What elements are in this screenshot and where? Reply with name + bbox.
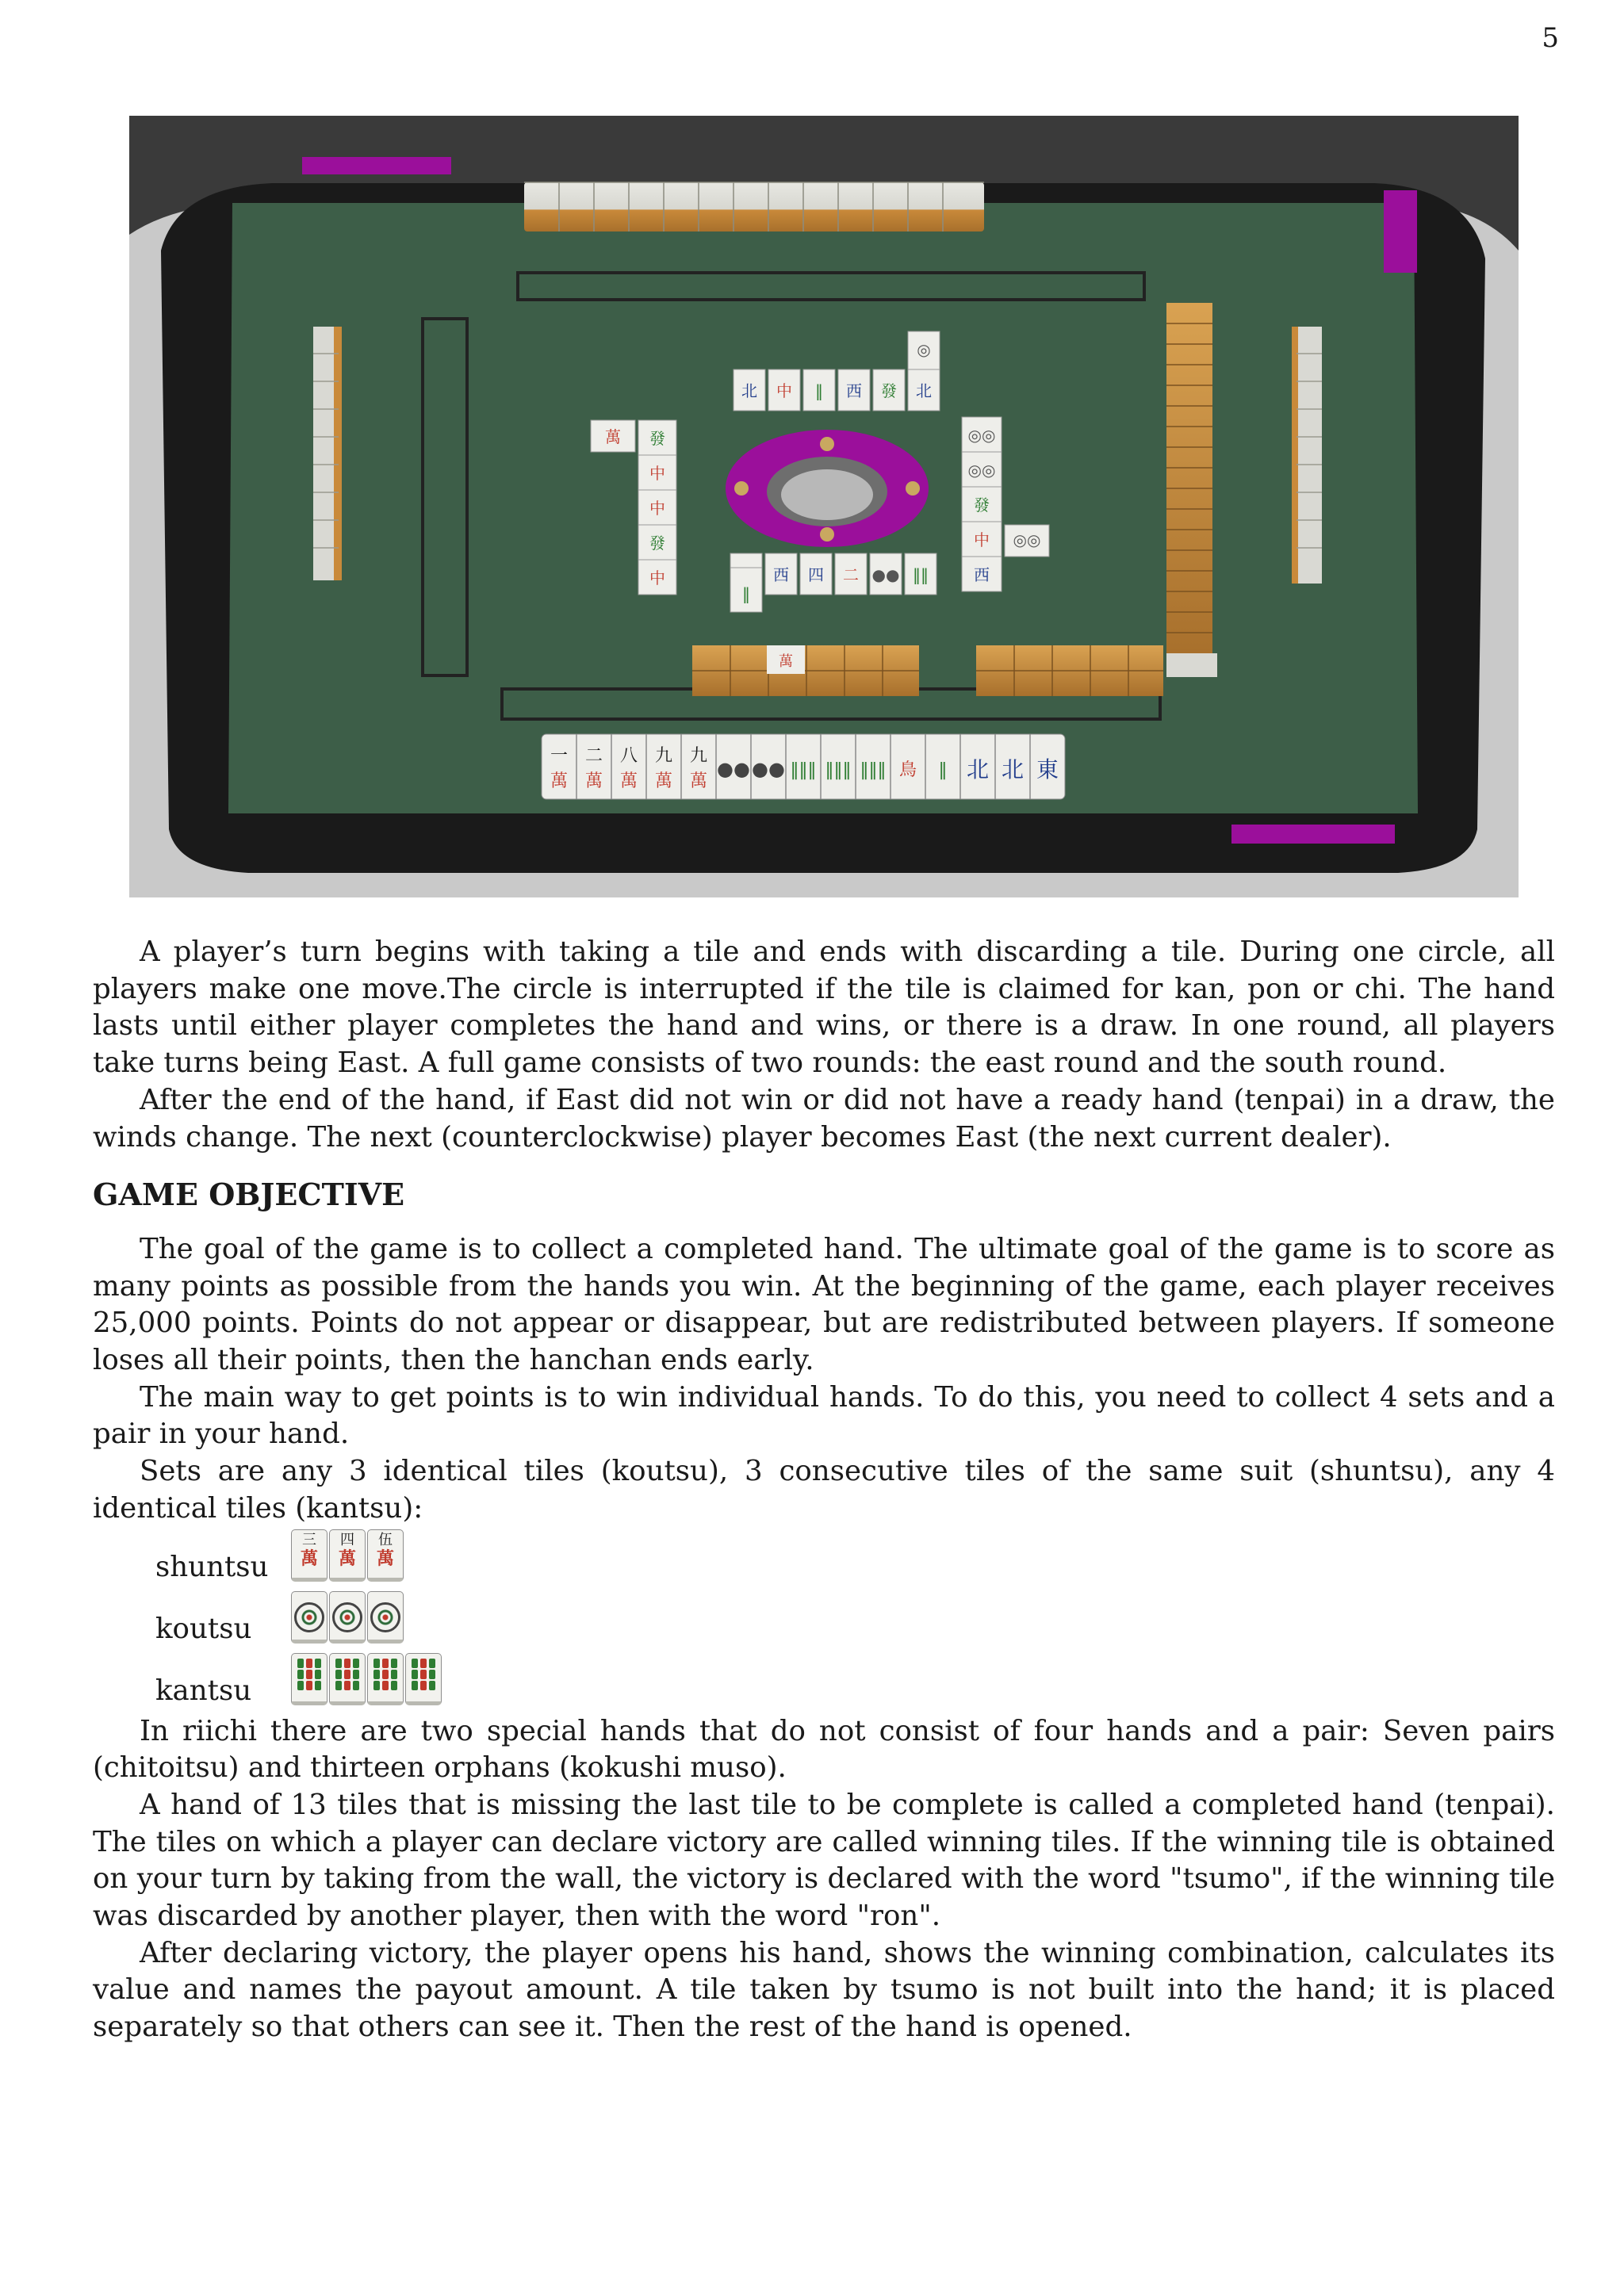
page-number: 5: [1542, 22, 1559, 54]
svg-text:二: 二: [584, 746, 603, 766]
svg-text:萬: 萬: [619, 771, 638, 791]
svg-text:萬: 萬: [584, 771, 603, 791]
svg-text:◎◎: ◎◎: [967, 426, 996, 445]
kantsu-tiles: [291, 1653, 443, 1705]
pin-circle-icon: [370, 1602, 400, 1632]
paragraph-special-hands: In riichi there are two special hands that do not consist of four hands and a pair: Seven pairs (chitoitsu) and thirteen orphans (kokushi muso).: [93, 1714, 1555, 1785]
paragraph-goal: The goal of the game is to collect a completed hand. The ultimate goal of the game is to score as many points as possible from the hands you win. At the beginning of the game, each player receives 25,000 points. Points do not appear or disappear, but are redistributed between players. If someone loses all their points, then the hanchan ends early.: [93, 1232, 1555, 1377]
bamboo-icon: [330, 1659, 365, 1690]
svg-text:萬: 萬: [654, 771, 673, 791]
set-row-shuntsu: [93, 1528, 1555, 1590]
pin-circle-icon: [294, 1602, 324, 1632]
svg-text:中: 中: [776, 381, 792, 400]
tile-8-sou: [329, 1653, 366, 1705]
svg-text:北: 北: [966, 756, 990, 783]
svg-text:北: 北: [1001, 756, 1025, 783]
svg-text:中: 中: [974, 530, 990, 549]
svg-text:◎◎: ◎◎: [967, 461, 996, 480]
svg-text:●●: ●●: [717, 758, 750, 780]
svg-text:北: 北: [741, 381, 757, 400]
svg-text:●●: ●●: [871, 565, 900, 584]
svg-text:萬: 萬: [779, 653, 793, 670]
bamboo-icon: [368, 1659, 403, 1690]
bamboo-icon: [292, 1659, 327, 1690]
svg-text:‖‖: ‖‖: [913, 565, 929, 584]
bamboo-icon: [406, 1659, 441, 1690]
set-label-shuntsu: shuntsu: [155, 1550, 269, 1583]
set-row-koutsu: [93, 1590, 1555, 1651]
svg-text:中: 中: [649, 464, 665, 483]
top-wall: [524, 182, 984, 232]
paragraph-turn: A player’s turn begins with taking a tile and ends with discarding a tile. During one circle, all players make one move.The circle is interrupted if the tile is claimed for kan, pon or chi. The hand lasts until either player completes the hand and wins, or there is a draw. In one round, all players take turns being East. A full game consists of two rounds: the east round and the south round.: [93, 936, 1555, 1080]
paragraph-declaring: After declaring victory, the player opens his hand, shows the winning combination, calculates its value and names the payout amount. A tile taken by tsumo is not built into the hand; it is placed separately so that others can see it. Then the rest of the hand is opened.: [93, 1936, 1555, 2044]
mahjong-table-render: [129, 116, 1519, 897]
shuntsu-tiles: [291, 1529, 405, 1582]
svg-text:西: 西: [846, 381, 862, 400]
paragraph-sets: Sets are any 3 identical tiles (koutsu), 3 consecutive tiles of the same suit (shuntsu), any 4 identical tiles (kantsu):: [93, 1455, 1555, 1525]
paragraph-tenpai: A hand of 13 tiles that is missing the last tile to be complete is called a completed hand (tenpai). The tiles on which a player can declare victory are called winning tiles. If the winning tile is obtained on your turn by taking from the wall, the victory is declared with the word "tsumo", if the winning tile was discarded by another player, then with the word "ron".: [93, 1788, 1555, 1933]
svg-text:‖: ‖: [815, 381, 823, 400]
tile-pin: [329, 1591, 366, 1644]
mahjong-table-illustration: [129, 116, 1519, 897]
page-body: [93, 934, 1555, 2046]
svg-text:發: 發: [649, 429, 665, 448]
svg-text:九: 九: [689, 746, 708, 766]
center-dice-console: [726, 430, 929, 547]
player-hand: [542, 734, 1065, 799]
tile-8-sou: [405, 1653, 442, 1705]
svg-text:●●: ●●: [752, 758, 785, 780]
svg-text:‖‖‖: ‖‖‖: [790, 760, 817, 780]
set-row-kantsu: [93, 1651, 1555, 1713]
svg-text:發: 發: [974, 496, 990, 515]
pin-circle-icon: [332, 1602, 362, 1632]
svg-text:八: 八: [619, 746, 638, 766]
svg-text:西: 西: [974, 565, 990, 584]
tile-5-man: 伍 萬: [367, 1529, 404, 1582]
svg-text:◎: ◎: [917, 340, 931, 359]
svg-text:◎◎: ◎◎: [1013, 530, 1041, 549]
svg-text:中: 中: [649, 499, 665, 518]
svg-text:一: 一: [550, 746, 569, 766]
svg-text:萬: 萬: [605, 427, 621, 446]
tile-8-sou: [367, 1653, 404, 1705]
paragraph-points: The main way to get points is to win individual hands. To do this, you need to collect 4 sets and a pair in your hand.: [93, 1380, 1555, 1451]
svg-text:‖‖‖: ‖‖‖: [825, 760, 852, 780]
tile-4-man: 四 萬: [329, 1529, 366, 1582]
koutsu-tiles: [291, 1591, 405, 1644]
svg-text:萬: 萬: [550, 771, 569, 791]
svg-text:‖‖‖: ‖‖‖: [860, 760, 887, 780]
section-heading: GAME OBJECTIVE: [93, 1177, 405, 1213]
svg-text:‖: ‖: [938, 760, 948, 780]
svg-text:西: 西: [773, 565, 789, 584]
svg-text:發: 發: [649, 534, 665, 553]
tile-pin: [291, 1591, 327, 1644]
svg-text:中: 中: [649, 568, 665, 587]
tile-8-sou: [291, 1653, 327, 1705]
svg-text:萬: 萬: [689, 771, 708, 791]
svg-text:發: 發: [881, 381, 897, 400]
set-label-koutsu: koutsu: [155, 1612, 252, 1645]
paragraph-winds: After the end of the hand, if East did not win or did not have a ready hand (tenpai) in a draw, the winds change. The next (counterclockwise) player becomes East (the next current dealer).: [93, 1083, 1555, 1154]
tile-pin: [367, 1591, 404, 1644]
svg-text:東: 東: [1036, 756, 1059, 783]
left-wall: [313, 327, 342, 580]
set-label-kantsu: kantsu: [155, 1674, 252, 1707]
svg-text:‖: ‖: [742, 584, 750, 603]
svg-text:北: 北: [916, 381, 932, 400]
tile-3-man: 三 萬: [291, 1529, 327, 1582]
svg-text:鳥: 鳥: [898, 760, 917, 780]
svg-text:二: 二: [843, 565, 859, 584]
svg-text:四: 四: [808, 565, 824, 584]
svg-text:九: 九: [654, 746, 673, 766]
